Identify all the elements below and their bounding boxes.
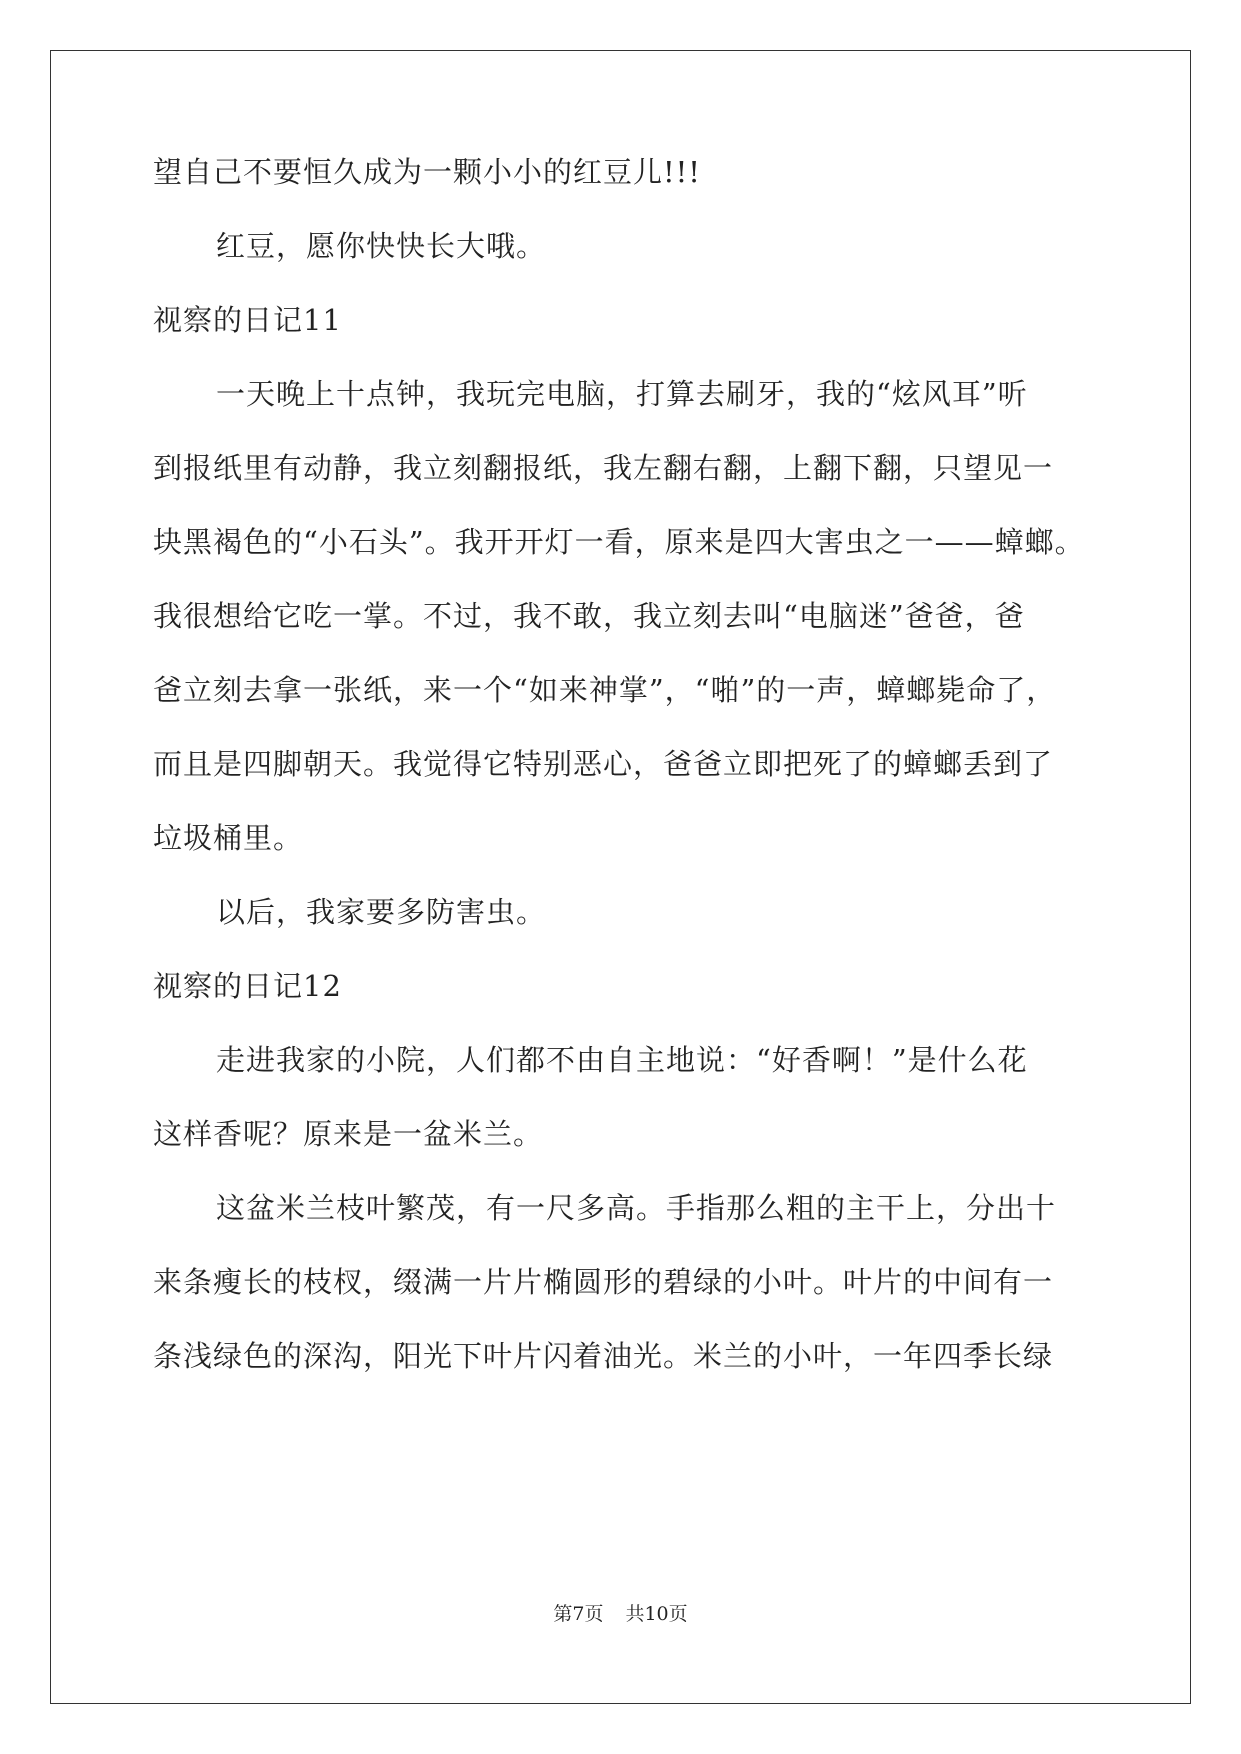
text-line: 到报纸里有动静，我立刻翻报纸，我左翻右翻，上翻下翻，只望见一 bbox=[153, 451, 1054, 485]
text-line: 爸立刻去拿一张纸，来一个“如来神掌”，“啪”的一声，蟑螂毙命了， bbox=[153, 673, 1057, 707]
text-line: 条浅绿色的深沟，阳光下叶片闪着油光。米兰的小叶，一年四季长绿 bbox=[153, 1339, 1054, 1373]
paragraph-line: 走进我家的小院，人们都不由自主地说：“好香啊！”是什么花 bbox=[216, 1043, 1028, 1077]
text-line: 这样香呢？原来是一盆米兰。 bbox=[153, 1117, 544, 1151]
page-frame bbox=[50, 50, 1191, 1704]
page-number-current: 第7页 bbox=[553, 1603, 604, 1625]
page-footer bbox=[0, 1602, 1241, 1626]
paragraph-line: 一天晚上十点钟，我玩完电脑，打算去刷牙，我的“炫风耳”听 bbox=[216, 377, 1028, 411]
paragraph-line: 以后，我家要多防害虫。 bbox=[216, 895, 547, 929]
section-heading: 视察的日记11 bbox=[153, 303, 342, 337]
paragraph-line: 这盆米兰枝叶繁茂，有一尺多高。手指那么粗的主干上，分出十 bbox=[216, 1191, 1057, 1225]
text-line: 块黑褐色的“小石头”。我开开灯一看，原来是四大害虫之一——蟑螂。 bbox=[153, 525, 1085, 559]
section-heading: 视察的日记12 bbox=[153, 969, 342, 1003]
text-line: 我很想给它吃一掌。不过，我不敢，我立刻去叫“电脑迷”爸爸，爸 bbox=[153, 599, 1025, 633]
text-line: 而且是四脚朝天。我觉得它特别恶心，爸爸立即把死了的蟑螂丢到了 bbox=[153, 747, 1054, 781]
page-number-total: 共10页 bbox=[625, 1603, 688, 1625]
text-line: 望自己不要恒久成为一颗小小的红豆儿!!! bbox=[153, 155, 701, 189]
text-line: 来条瘦长的枝杈，缀满一片片椭圆形的碧绿的小叶。叶片的中间有一 bbox=[153, 1265, 1054, 1299]
text-line: 垃圾桶里。 bbox=[153, 821, 304, 855]
paragraph-line: 红豆，愿你快快长大哦。 bbox=[216, 229, 547, 263]
